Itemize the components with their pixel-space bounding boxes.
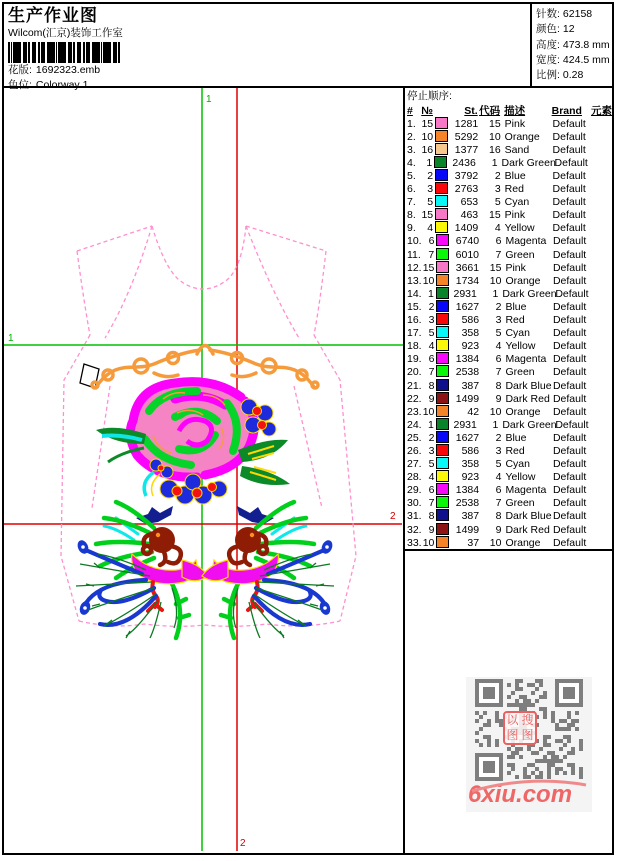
color-swatch: [436, 352, 449, 364]
table-row: 31. 8 387 8 Dark Blue Default: [407, 510, 587, 523]
color-swatch: [436, 300, 449, 312]
table-row: 2. 10 5292 10 Orange Default: [407, 130, 586, 143]
table-row: 30. 7 2538 7 Green Default: [407, 497, 587, 510]
stat-stitches: 针数: 62158: [536, 8, 593, 20]
col-code: 代码: [479, 104, 501, 117]
col-desc: 描述: [504, 104, 526, 117]
color-swatch: [435, 208, 448, 220]
color-swatch: [436, 470, 449, 482]
table-row: 3. 16 1377 16 Sand Default: [407, 143, 586, 156]
header: [4, 4, 612, 91]
color-swatch: [436, 339, 449, 351]
table-row: 13. 10 1734 10 Orange Default: [407, 274, 587, 287]
pattern-value: 1692323.emb: [35, 64, 101, 76]
pattern-label: 花版:: [8, 64, 32, 76]
studio-name: Wilcom(汇京)装饰工作室: [8, 27, 123, 39]
table-row: 15. 2 1627 2 Blue Default: [407, 300, 587, 313]
table-row: 4. 1 2436 1 Dark Green Default: [407, 156, 588, 169]
col-needle: №: [421, 104, 433, 117]
color-swatch: [435, 117, 448, 129]
color-swatch: [436, 431, 449, 443]
table-row: 23. 10 42 10 Orange Default: [407, 405, 587, 418]
color-swatch: [436, 509, 449, 521]
color-swatch: [436, 392, 449, 404]
color-swatch: [436, 457, 449, 469]
table-header: [405, 104, 612, 117]
table-row: 32. 9 1499 9 Dark Red Default: [407, 523, 587, 536]
table-row: 28. 4 923 4 Yellow Default: [407, 471, 587, 484]
color-swatch: [436, 287, 449, 299]
red-seal: 以 搜 图 图: [503, 711, 537, 745]
color-swatch: [435, 130, 448, 142]
table-row: 26. 3 586 3 Red Default: [407, 444, 587, 457]
table-row: 7. 5 653 5 Cyan Default: [407, 196, 586, 209]
color-swatch: [434, 156, 447, 168]
color-swatch: [436, 418, 449, 430]
colorway-value: Colorway 1: [35, 78, 89, 91]
stat-scale: 比例: 0.28: [536, 69, 584, 82]
col-brand: Brand: [551, 104, 582, 117]
table-row: 9. 4 1409 4 Yellow Default: [407, 222, 586, 235]
pattern-field: [8, 64, 528, 78]
color-swatch: [435, 169, 448, 181]
table-row: 8. 15 463 15 Pink Default: [407, 209, 586, 222]
color-swatch: [436, 326, 449, 338]
stat-width: 宽度: 424.5 mm: [536, 53, 610, 66]
color-swatch: [435, 195, 448, 207]
hoop2-label-bottom: 2: [240, 838, 246, 849]
stats-box: [530, 4, 612, 86]
site-name: 6xiu.com: [468, 781, 573, 808]
table-row: 17. 5 358 5 Cyan Default: [407, 327, 587, 340]
table-row: 10. 6 6740 6 Magenta Default: [407, 235, 587, 248]
barcode: [8, 42, 120, 63]
table-row: 12. 15 3661 15 Pink Default: [407, 261, 587, 274]
phoenix-motif-mirrored: [202, 502, 334, 638]
color-swatch: [436, 261, 449, 273]
color-swatch: [436, 444, 449, 456]
table-row: 29. 6 1384 6 Magenta Default: [407, 484, 587, 497]
color-swatch: [436, 496, 449, 508]
stop-sequence-title: 停止顺序:: [407, 90, 452, 102]
worksheet: [2, 2, 614, 855]
colorway-label: 色位:: [8, 78, 32, 91]
col-st: St.: [464, 104, 478, 117]
col-hash: #: [407, 104, 413, 117]
table-row: 6. 3 2763 3 Red Default: [407, 183, 586, 196]
color-swatch: [435, 182, 448, 194]
hoop1-label-top: 1: [206, 94, 212, 105]
color-swatch: [436, 234, 449, 246]
table-row: 24. 1 2931 1 Dark Green Default: [407, 418, 589, 431]
color-swatch: [436, 536, 449, 548]
color-swatch: [435, 143, 448, 155]
table-row: 1. 15 1281 15 Pink Default: [407, 117, 586, 130]
design-canvas: [4, 88, 405, 853]
table-row: 14. 1 2931 1 Dark Green Default: [407, 287, 589, 300]
watermark-block: [466, 677, 592, 812]
table-row: 25. 2 1627 2 Blue Default: [407, 431, 587, 444]
table-row: 33. 10 37 10 Orange Default: [407, 536, 587, 549]
table-row: 27. 5 358 5 Cyan Default: [407, 458, 587, 471]
table-row: 18. 4 923 4 Yellow Default: [407, 340, 587, 353]
phoenix-motif: [76, 502, 208, 638]
stop-rows: [405, 117, 612, 551]
site-logo: [468, 781, 590, 811]
color-swatch: [436, 483, 449, 495]
table-row: 19. 6 1384 6 Magenta Default: [407, 353, 587, 366]
color-swatch: [436, 405, 449, 417]
logo-swoosh: [468, 775, 590, 793]
color-swatch: [436, 379, 449, 391]
color-swatch: [435, 221, 448, 233]
table-row: 22. 9 1499 9 Dark Red Default: [407, 392, 587, 405]
table-row: 21. 8 387 8 Dark Blue Default: [407, 379, 587, 392]
color-swatch: [436, 523, 449, 535]
table-row: 5. 2 3792 2 Blue Default: [407, 170, 586, 183]
table-row: 20. 7 2538 7 Green Default: [407, 366, 587, 379]
color-swatch: [436, 248, 449, 260]
embroidery-preview: [4, 88, 405, 851]
color-swatch: [436, 313, 449, 325]
table-row: 11. 7 6010 7 Green Default: [407, 248, 587, 261]
hoop2-label-right: 2: [390, 511, 396, 522]
hoop1-label-left: 1: [8, 333, 14, 344]
stat-height: 高度: 473.8 mm: [536, 38, 610, 51]
col-element: 元素: [591, 104, 612, 117]
color-swatch: [436, 274, 449, 286]
color-swatch: [436, 365, 449, 377]
stat-colors: 颜色: 12: [536, 23, 575, 36]
stop-sequence-panel: [403, 88, 612, 853]
header-left: [8, 6, 528, 91]
page-title: 生产作业图: [8, 6, 98, 25]
table-row: 16. 3 586 3 Red Default: [407, 314, 587, 327]
